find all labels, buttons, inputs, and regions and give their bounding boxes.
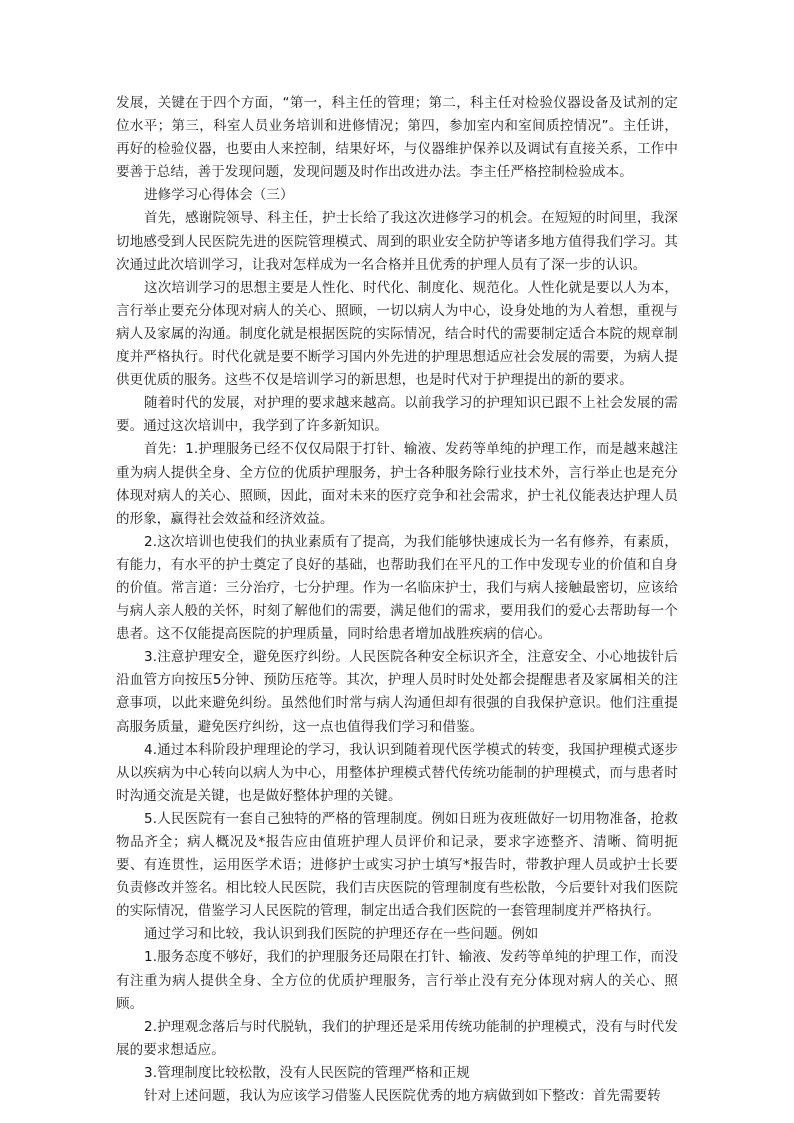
paragraph: 首先：1.护理服务已经不仅仅局限于打针、输液、发药等单纯的护理工作，而是越来越注重为病人提供全身、全方位的优质护理服务，护士各种服务除行业技术外，言行举止也是充分体现对病人的关心、照顾，因此，面对未来的医疗竞争和社会需求，护士礼仪能表达护理人员的形象，赢得社会效益和经济效益。	[116, 441, 678, 527]
section-heading: 进修学习心得体会（三）	[144, 187, 294, 204]
paragraph: 3.注意护理安全，避免医疗纠纷。人民医院各种安全标识齐全，注意安全、小心地拔针后沿血管方向按压5分钟、预防压疮等。其次，护理人员时时处处都会提醒患者及家属相关的注意事项，以此来避免纠纷。虽然他们时常与病人沟通但却有很强的自我保护意识。他们注重提高服务质量，避免医疗纠纷，这一点也值得我们学习和借鉴。	[116, 649, 678, 735]
document-body	[116, 92, 678, 1108]
paragraph: 首先，感谢院领导、科主任，护士长给了我这次进修学习的机会。在短短的时间里，我深切地感受到人民医院先进的医院管理模式、周到的职业安全防护等诸多地方值得我们学习。其次通过此次培训学习，让我对怎样成为一名合格并且优秀的护理人员有了深一步的认识。	[116, 210, 678, 273]
list-item: 1.服务态度不够好，我们的护理服务还局限在打针、输液、发药等单纯的护理工作，而没有注重为病人提供全身、全方位的优质护理服务，言行举止没有充分体现对病人的关心、照顾。	[116, 949, 678, 1012]
paragraph: 发展，关键在于四个方面，“第一，科主任的管理；第二，科主任对检验仪器设备及试剂的定位水平；第三，科室人员业务培训和进修情况；第四，参加室内和室间质控情况”。主任讲，再好的检验仪器，也要由人来控制，结果好坏，与仪器维护保养以及调试有直接关系，工作中要善于总结，善于发现问题，发现问题及时作出改进办法。李主任严格控制检验成本。	[116, 95, 678, 181]
paragraph: 随着时代的发展，对护理的要求越来越高。以前我学习的护理知识已跟不上社会发展的需要。通过这次培训中，我学到了许多新知识。	[116, 395, 678, 435]
paragraph: 5.人民医院有一套自己独特的严格的管理制度。例如日班为夜班做好一切用物准备，抢救物品齐全；病人概况及*报告应由值班护理人员评价和记录，要求字迹整齐、清晰、简明扼要、有连贯性，运用医学术语；进修护士或实习护士填写*报告时，带教护理人员或护士长要负责修改并签名。相比较人民医院，我们吉庆医院的管理制度有些松散，今后要针对我们医院的实际情况，借鉴学习人民医院的管理，制定出适合我们医院的一套管理制度并严格执行。	[116, 810, 678, 920]
list-item: 2.护理观念落后与时代脱轨，我们的护理还是采用传统功能制的护理模式，没有与时代发展的要求想适应。	[116, 1018, 678, 1058]
paragraph: 这次培训学习的思想主要是人性化、时代化、制度化、规范化。人性化就是要以人为本，言行举止要充分体现对病人的关心、照顾，一切以病人为中心，设身处地的为人着想，重视与病人及家属的沟通。制度化就是根据医院的实际情况，结合时代的需要制定适合本院的规章制度并严格执行。时代化就是要不断学习国内外先进的护理思想适应社会发展的需要，为病人提供更优质的服务。这些不仅是培训学习的新思想，也是时代对于护理提出的新的要求。	[116, 279, 678, 389]
paragraph: 2.这次培训也使我们的执业素质有了提高，为我们能够快速成长为一名有修养，有素质，有能力，有水平的护士奠定了良好的基础，也帮助我们在平凡的工作中发现专业的价值和自身的价值。常言道：三分治疗，七分护理。作为一名临床护士，我们与病人接触最密切，应该给与病人亲人般的关怀，时刻了解他们的需要，满足他们的需求，要用我们的爱心去帮助每一个患者。这不仅能提高医院的护理质量，同时给患者增加战胜疾病的信心。	[116, 533, 678, 643]
list-item: 3.管理制度比较松散，没有人民医院的管理严格和正规	[144, 1064, 470, 1081]
paragraph: 4.通过本科阶段护理理论的学习，我认识到随着现代医学模式的转变，我国护理模式逐步从以疾病为中心转向以病人为中心，用整体护理模式替代传统功能制的护理模式，而与患者时时沟通交流是关键，也是做好整体护理的关键。	[116, 741, 678, 804]
paragraph: 通过学习和比较，我认识到我们医院的护理还存在一些问题。例如	[144, 926, 539, 943]
paragraph: 针对上述问题，我认为应该学习借鉴人民医院优秀的地方病做到如下整改：首先需要转	[144, 1088, 661, 1105]
